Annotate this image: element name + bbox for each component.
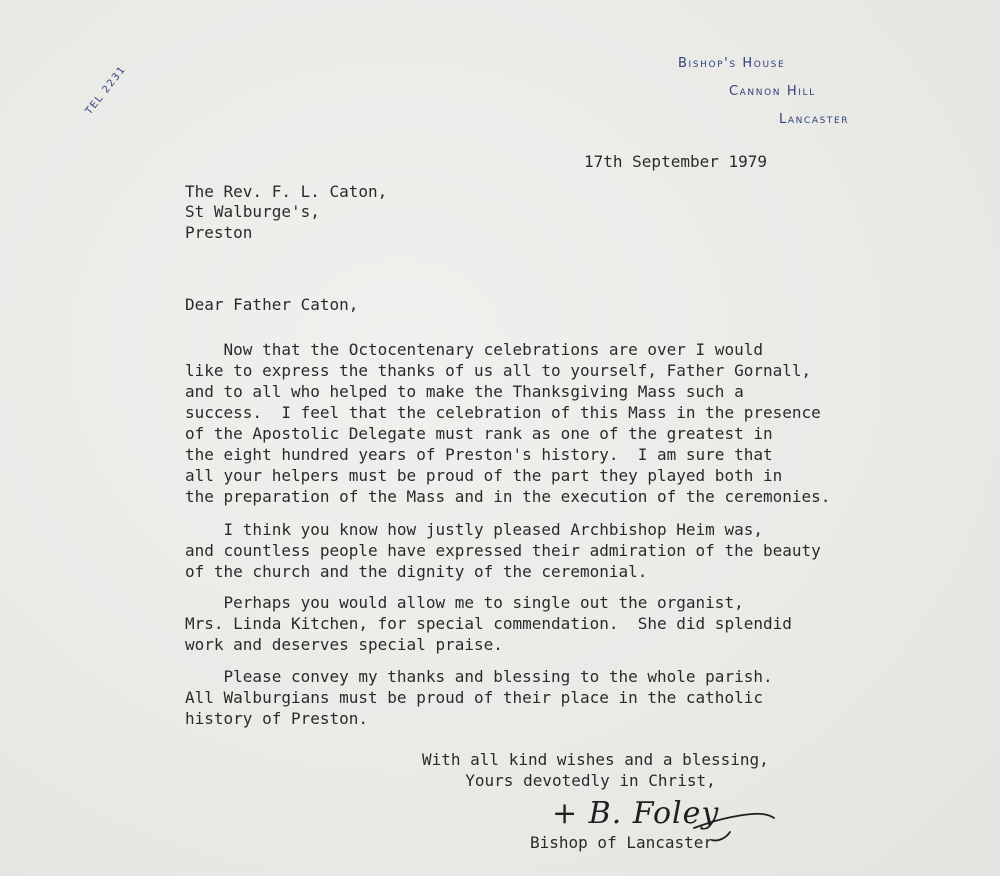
paragraph-2-line-3: of the church and the dignity of the ceremonial.: [185, 562, 648, 581]
paragraph-1-line-3: and to all who helped to make the Thanksgiving Mass such a: [185, 382, 744, 401]
closing-line-2: Yours devotedly in Christ,: [446, 771, 716, 790]
paragraph-1-line-7: all your helpers must be proud of the part they played both in: [185, 466, 783, 485]
paragraph-1-line-2: like to express the thanks of us all to yourself, Father Gornall,: [185, 361, 812, 380]
paragraph-2-line-2: and countless people have expressed their admiration of the beauty: [185, 541, 821, 560]
salutation: Dear Father Caton,: [185, 295, 359, 314]
paragraph-2-line-1: I think you know how justly pleased Archbishop Heim was,: [185, 520, 763, 539]
letterhead-house: Bishop's House: [678, 56, 786, 71]
recipient-line-3: Preston: [185, 223, 253, 242]
paragraph-1-line-6: the eight hundred years of Preston's history. I am sure that: [185, 445, 773, 464]
signatory-title: Bishop of Lancaster: [530, 833, 714, 852]
paragraph-3-line-1: Perhaps you would allow me to single out the organist,: [185, 593, 744, 612]
recipient-line-1: The Rev. F. L. Caton,: [185, 182, 388, 201]
letter-date: 17th September 1979: [584, 152, 768, 171]
closing-line-1: With all kind wishes and a blessing,: [422, 750, 769, 769]
paragraph-4-line-3: history of Preston.: [185, 709, 369, 728]
paragraph-4-line-2: All Walburgians must be proud of their place in the catholic: [185, 688, 763, 707]
paragraph-1-line-1: Now that the Octocentenary celebrations are over I would: [185, 340, 763, 359]
paragraph-1-line-4: success. I feel that the celebration of this Mass in the presence: [185, 403, 821, 422]
letterhead-street: Cannon Hill: [729, 84, 816, 99]
recipient-line-2: St Walburge's,: [185, 202, 320, 221]
paragraph-3-line-3: work and deserves special praise.: [185, 635, 503, 654]
handwritten-signature: + B. Foley: [552, 796, 720, 831]
paragraph-3-line-2: Mrs. Linda Kitchen, for special commendation. She did splendid: [185, 614, 792, 633]
paragraph-1-line-5: of the Apostolic Delegate must rank as one of the greatest in: [185, 424, 773, 443]
telephone-number: TEL 2231: [83, 63, 129, 117]
paragraph-1-line-8: the preparation of the Mass and in the execution of the ceremonies.: [185, 487, 831, 506]
paragraph-4-line-1: Please convey my thanks and blessing to the whole parish.: [185, 667, 773, 686]
letterhead-town: Lancaster: [779, 112, 850, 127]
